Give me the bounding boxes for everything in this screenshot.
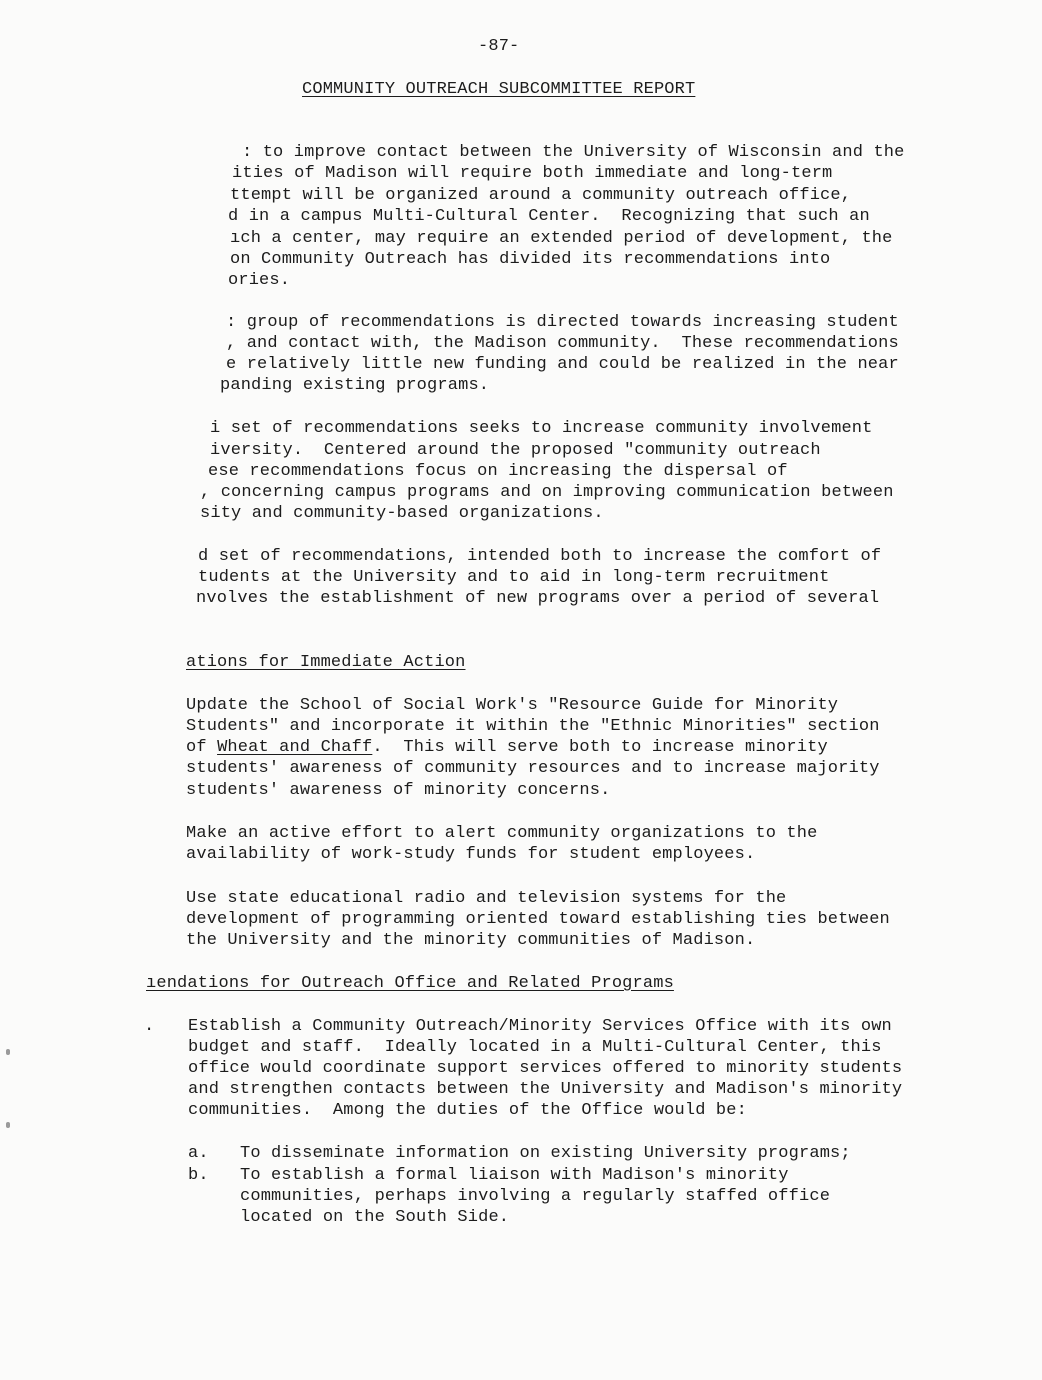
duty-b-line: located on the South Side.	[240, 1208, 510, 1227]
item1-line-pre: of	[186, 738, 218, 757]
item1-line-post: . This will serve both to increase minority	[372, 738, 828, 757]
outreach-line: communities. Among the duties of the Office would be:	[188, 1101, 747, 1120]
item3-line: the University and the minority communities of Madison.	[186, 931, 756, 950]
para4-line: nvolves the establishment of new programs over a period of several	[196, 589, 880, 608]
intro-line: on Community Outreach has divided its recommendations into	[230, 250, 831, 269]
page-title: COMMUNITY OUTREACH SUBCOMMITTEE REPORT	[302, 80, 696, 99]
para2-line: panding existing programs.	[220, 376, 490, 395]
outreach-line: Establish a Community Outreach/Minority Services Office with its own	[188, 1017, 892, 1036]
outreach-line: budget and staff. Ideally located in a Multi-Cultural Center, this	[188, 1038, 882, 1057]
publication-title: Wheat and Chaff	[217, 738, 373, 757]
outreach-line: office would coordinate support services offered to minority students	[188, 1059, 903, 1078]
intro-line: : to improve contact between the University of Wisconsin and the	[242, 143, 905, 162]
duty-b-label: b.	[188, 1166, 209, 1185]
outreach-line: and strengthen contacts between the University and Madison's minority	[188, 1080, 903, 1099]
intro-line: ories.	[228, 271, 291, 290]
item1-line: students' awareness of minority concerns.	[186, 781, 611, 800]
scan-mark	[6, 1122, 10, 1128]
outreach-bullet: .	[144, 1017, 155, 1036]
para4-line: d set of recommendations, intended both to increase the comfort of	[198, 547, 882, 566]
item1-line: students' awareness of community resources and to increase majority	[186, 759, 880, 778]
section-heading-immediate: ations for Immediate Action	[186, 653, 466, 672]
para4-line: tudents at the University and to aid in long-term recruitment	[198, 568, 830, 587]
duty-b-line: communities, perhaps involving a regularly staffed office	[240, 1187, 831, 1206]
item1-line: Students" and incorporate it within the "Ethnic Minorities" section	[186, 717, 880, 736]
para3-line: iversity. Centered around the proposed "community outreach	[210, 441, 821, 460]
para3-line: ese recommendations focus on increasing the dispersal of	[208, 462, 788, 481]
para3-line: , concerning campus programs and on improving communication between	[200, 483, 894, 502]
para3-line: sity and community-based organizations.	[200, 504, 604, 523]
item1-line: Update the School of Social Work's "Resource Guide for Minority	[186, 696, 839, 715]
para2-line: , and contact with, the Madison community. These recommendations	[226, 334, 899, 353]
item3-line: Use state educational radio and television systems for the	[186, 889, 787, 908]
intro-line: ttempt will be organized around a community outreach office,	[230, 186, 852, 205]
intro-line: d in a campus Multi-Cultural Center. Recognizing that such an	[228, 207, 870, 226]
duty-a-text: To disseminate information on existing University programs;	[240, 1144, 851, 1163]
section-heading-outreach: ıendations for Outreach Office and Related Programs	[146, 974, 674, 993]
item3-line: development of programming oriented toward establishing ties between	[186, 910, 890, 929]
intro-line: ities of Madison will require both immediate and long-term	[232, 164, 833, 183]
item1-line	[186, 737, 828, 758]
item2-line: availability of work-study funds for student employees.	[186, 845, 756, 864]
para2-line: : group of recommendations is directed towards increasing student	[226, 313, 899, 332]
page-number: -87-	[478, 37, 520, 56]
intro-line: ıch a center, may require an extended period of development, the	[230, 229, 893, 248]
duty-a-label: a.	[188, 1144, 209, 1163]
para2-line: e relatively little new funding and could be realized in the near	[226, 355, 899, 374]
item2-line: Make an active effort to alert community organizations to the	[186, 824, 818, 843]
scan-mark	[6, 1049, 10, 1055]
duty-b-line: To establish a formal liaison with Madison's minority	[240, 1166, 789, 1185]
para3-line: i set of recommendations seeks to increase community involvement	[210, 419, 873, 438]
